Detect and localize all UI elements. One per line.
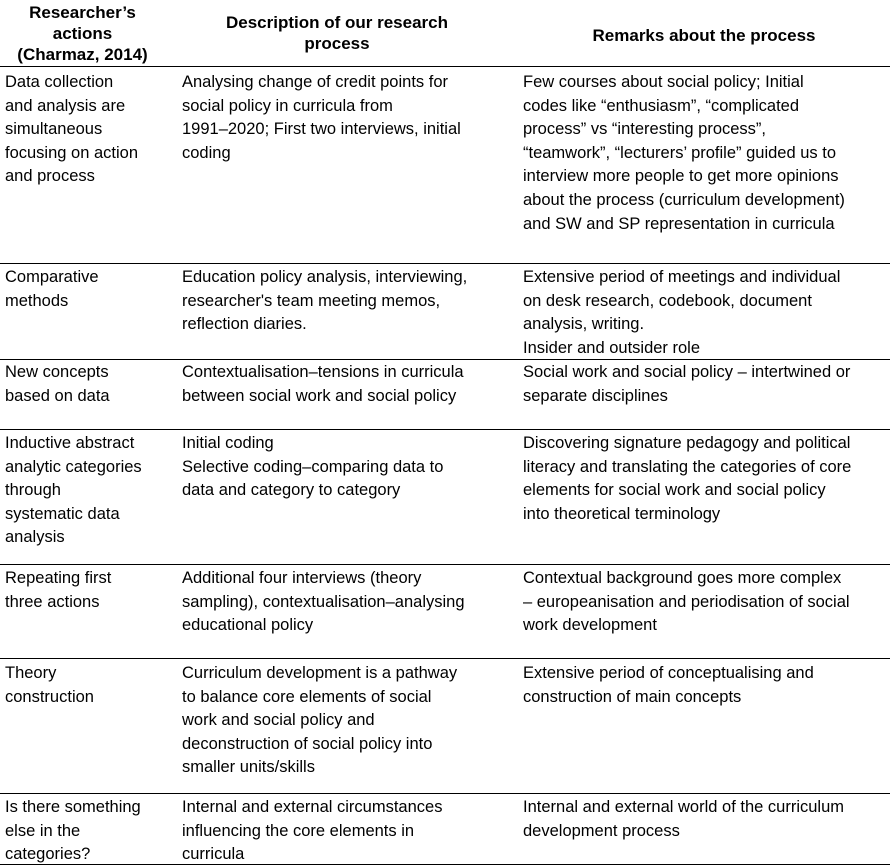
cell-line: analytic categories <box>5 457 142 476</box>
cell-line: – europeanisation and periodisation of social <box>523 592 850 611</box>
row-3-remarks <box>523 361 888 408</box>
cell-line: Insider and outsider role <box>523 338 701 357</box>
cell-line: into theoretical terminology <box>523 504 721 523</box>
cell-line: construction <box>5 687 94 706</box>
cell-line: coding <box>182 143 231 162</box>
cell-line: reflection diaries. <box>182 315 307 334</box>
cell-line: Curriculum development is a pathway <box>182 664 458 682</box>
header-divider <box>0 66 890 67</box>
cell-line: Selective coding–comparing data to <box>182 457 444 476</box>
header-line: Researcher’s <box>29 3 136 22</box>
cell-line: curricula <box>182 845 245 864</box>
cell-line: about the process (curriculum development) <box>523 190 845 209</box>
cell-line: Inductive abstract <box>5 434 135 452</box>
row-7-action <box>5 796 170 867</box>
cell-line: Comparative <box>5 268 99 286</box>
cell-line: through <box>5 481 61 500</box>
cell-line: Initial coding <box>182 434 274 452</box>
cell-line: New concepts <box>5 363 109 381</box>
row-4-action <box>5 432 170 550</box>
cell-line: categories? <box>5 845 91 864</box>
cell-line: Analysing change of credit points for <box>182 73 448 91</box>
row-4-description <box>182 432 512 503</box>
row-3-action <box>5 361 170 408</box>
cell-line: else in the <box>5 821 81 840</box>
cell-line: Contextualisation–tensions in curricula <box>182 363 464 381</box>
cell-line: and analysis are <box>5 96 126 115</box>
cell-line: analysis, writing. <box>523 315 645 334</box>
cell-line: data and category to category <box>182 481 401 500</box>
row-5-action <box>5 567 170 614</box>
cell-line: systematic data <box>5 504 120 523</box>
cell-line: methods <box>5 291 69 310</box>
cell-line: between social work and social policy <box>182 386 457 405</box>
cell-line: and SW and SP representation in curricula <box>523 214 835 233</box>
cell-line: Theory <box>5 664 57 682</box>
cell-line: three actions <box>5 592 100 611</box>
cell-line: on desk research, codebook, document <box>523 291 812 310</box>
cell-line: Repeating first <box>5 569 112 587</box>
cell-line: analysis <box>5 528 65 547</box>
header-description <box>182 12 492 54</box>
cell-line: work development <box>523 616 657 635</box>
row-6-action <box>5 662 170 709</box>
row-6-description <box>182 662 512 780</box>
cell-line: process” vs “interesting process”, <box>523 120 766 139</box>
cell-line: “teamwork”, “lecturers’ profile” guided us to <box>523 143 837 162</box>
table-bottom-border <box>0 864 890 865</box>
cell-line: simultaneous <box>5 120 103 139</box>
row-2-action <box>5 266 170 313</box>
row-1-description <box>182 71 512 165</box>
cell-line: and process <box>5 167 95 186</box>
cell-line: deconstruction of social policy into <box>182 734 433 753</box>
row-divider <box>0 429 890 430</box>
cell-line: Extensive period of meetings and individual <box>523 268 841 286</box>
cell-line: codes like “enthusiasm”, “complicated <box>523 96 800 115</box>
cell-line: Additional four interviews (theory <box>182 569 422 587</box>
header-line: (Charmaz, 2014) <box>17 45 148 64</box>
row-1-action <box>5 71 170 189</box>
header-remarks <box>523 25 885 46</box>
cell-line: Education policy analysis, interviewing, <box>182 268 468 286</box>
row-2-description <box>182 266 512 337</box>
cell-line: focusing on action <box>5 143 139 162</box>
row-6-remarks <box>523 662 888 709</box>
cell-line: researcher's team meeting memos, <box>182 291 441 310</box>
header-line: Remarks about the process <box>592 26 816 45</box>
cell-line: educational policy <box>182 616 314 635</box>
row-1-remarks <box>523 71 888 236</box>
cell-line: to balance core elements of social <box>182 687 432 706</box>
header-line: process <box>304 34 370 53</box>
cell-line: elements for social work and social policy <box>523 481 826 500</box>
row-5-remarks <box>523 567 888 638</box>
cell-line: sampling), contextualisation–analysing <box>182 592 465 611</box>
cell-line: Is there something <box>5 798 141 816</box>
cell-line: Extensive period of conceptualising and <box>523 664 814 682</box>
cell-line: work and social policy and <box>182 711 375 730</box>
cell-line: Internal and external circumstances <box>182 798 443 816</box>
cell-line: based on data <box>5 386 110 405</box>
cell-line: smaller units/skills <box>182 758 315 777</box>
cell-line: influencing the core elements in <box>182 821 415 840</box>
header-line: Description of our research <box>225 13 448 32</box>
cell-line: Social work and social policy – intertwined or <box>523 363 851 381</box>
cell-line: literacy and translating the categories of core <box>523 457 852 476</box>
cell-line: Few courses about social policy; Initial <box>523 73 804 91</box>
cell-line: construction of main concepts <box>523 687 742 706</box>
cell-line: 1991–2020; First two interviews, initial <box>182 120 461 139</box>
cell-line: Contextual background goes more complex <box>523 569 842 587</box>
row-4-remarks <box>523 432 888 526</box>
row-5-description <box>182 567 512 638</box>
header-line: actions <box>52 24 113 43</box>
cell-line: social policy in curricula from <box>182 96 393 115</box>
cell-line: Data collection <box>5 73 114 91</box>
row-7-description <box>182 796 512 867</box>
row-2-remarks <box>523 266 888 360</box>
row-divider <box>0 793 890 794</box>
cell-line: separate disciplines <box>523 386 668 405</box>
cell-line: interview more people to get more opinions <box>523 167 839 186</box>
row-3-description <box>182 361 512 408</box>
row-divider <box>0 359 890 360</box>
cell-line: development process <box>523 821 680 840</box>
cell-line: Discovering signature pedagogy and political <box>523 434 851 452</box>
row-divider <box>0 564 890 565</box>
header-researcher-actions <box>0 2 165 65</box>
row-7-remarks <box>523 796 888 843</box>
cell-line: Internal and external world of the curriculum <box>523 798 844 816</box>
row-divider <box>0 263 890 264</box>
row-divider <box>0 658 890 659</box>
